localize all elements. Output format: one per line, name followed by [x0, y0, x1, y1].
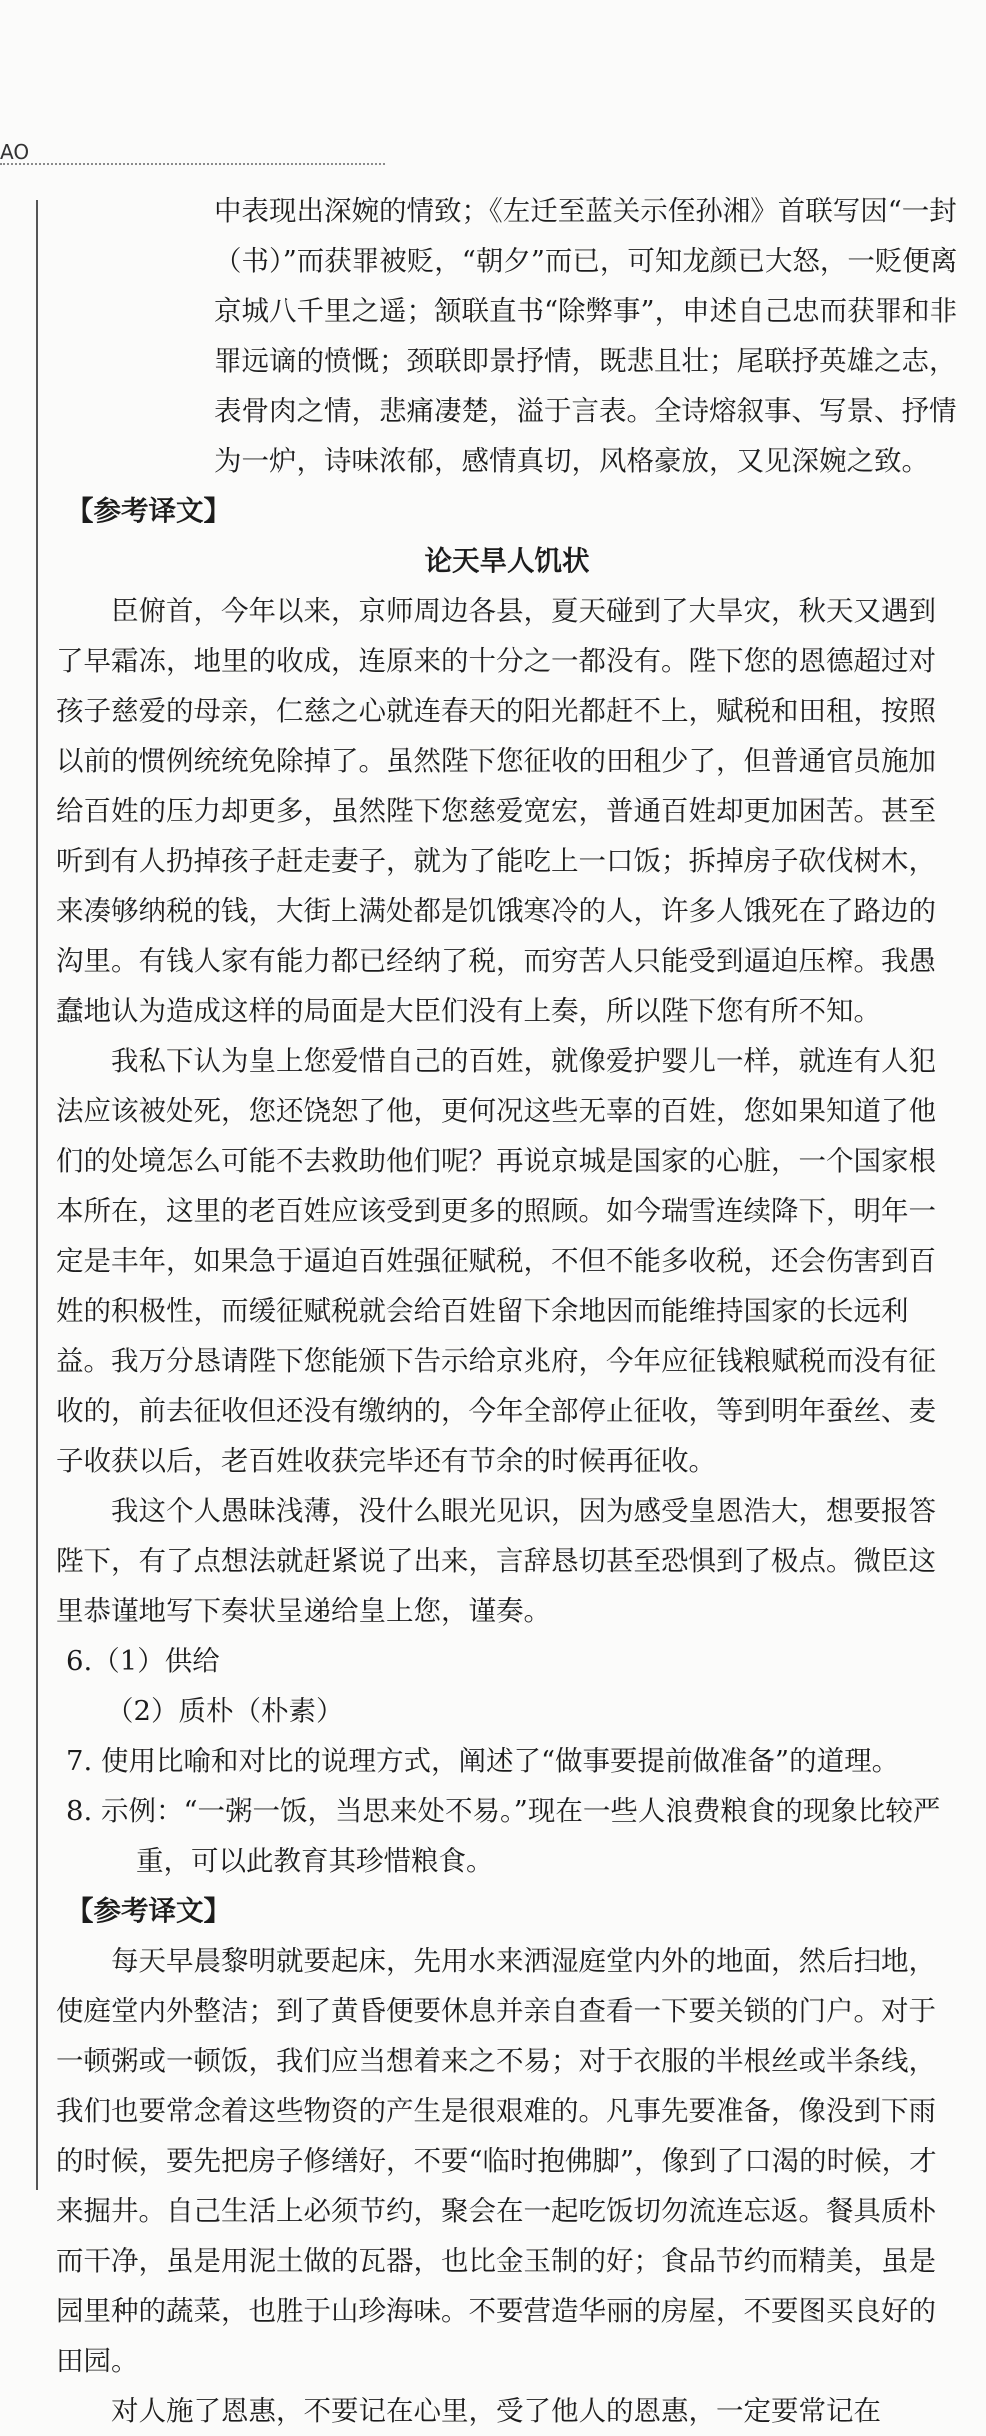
- left-margin-rule: [36, 200, 38, 2190]
- section-heading-translation-1: 【参考译文】: [66, 495, 231, 527]
- translation-paragraph: 每天早晨黎明就要起床，先用水来洒湿庭堂内外的地面，然后扫地，使庭堂内外整洁；到了黄昏便要休息并亲自查看一下要关锁的门户。对于一顿粥或一顿饭，我们应当想着来之不易；对于衣服的半根丝或半条线，我们也要常念着这些物资的产生是很艰难的。凡事先要准备，像没到下雨的时候，要先把房子修缮好，不要“临时抱佛脚”，像到了口渴的时候，才来掘井。自己生活上必须节约，聚会在一起吃饭切勿流连忘返。餐具质朴而干净，虽是用泥土做的瓦器，也比金玉制的好；食品节约而精美，虽是园里种的蔬菜，也胜于山珍海味。不要营造华丽的房屋，不要图买良好的田园。: [56, 1945, 937, 2377]
- header-dotted-rule: [0, 163, 385, 165]
- answer-7: 7. 使用比喻和对比的说理方式，阐述了“做事要提前做准备”的道理。: [66, 1745, 900, 1777]
- analysis-tail: 中表现出深婉的情致；《左迁至蓝关示侄孙湘》首联写因“一封（书）”而获罪被贬，“朝夕”而已，可知龙颜已大怒，一贬便离京城八千里之遥；颔联直书“除弊事”，申述自己忠而获罪和非罪远谪的愤慨；颈联即景抒情，既悲且壮；尾联抒英雄之志，表骨肉之情，悲痛凄楚，溢于言表。全诗熔叙事、写景、抒情为一炉，诗味浓郁，感情真切，风格豪放，又见深婉之致。: [214, 195, 958, 477]
- translation-paragraph: 我私下认为皇上您爱惜自己的百姓，就像爱护婴儿一样，就连有人犯法应该被处死，您还饶恕了他，更何况这些无辜的百姓，您如果知道了他们的处境怎么可能不去救助他们呢？再说京城是国家的心脏，一个国家根本所在，这里的老百姓应该受到更多的照顾。如今瑞雪连续降下，明年一定是丰年，如果急于逼迫百姓强征赋税，不但不能多收税，还会伤害到百姓的积极性，而缓征赋税就会给百姓留下余地因而能维持国家的长远利益。我万分恳请陛下您能颁下告示给京兆府，今年应征钱粮赋税而没有征收的，前去征收但还没有缴纳的，今年全部停止征收，等到明年蚕丝、麦子收获以后，老百姓收获完毕还有节余的时候再征收。: [56, 1045, 936, 1477]
- page-content: [56, 186, 958, 2436]
- translation-paragraph: 臣俯首，今年以来，京师周边各县，夏天碰到了大旱灾，秋天又遇到了早霜冻，地里的收成，连原来的十分之一都没有。陛下您的恩德超过对孩子慈爱的母亲，仁慈之心就连春天的阳光都赶不上，赋税和田租，按照以前的惯例统统免除掉了。虽然陛下您征收的田租少了，但普通官员施加给百姓的压力却更多，虽然陛下您慈爱宽宏，普通百姓却更加困苦。甚至听到有人扔掉孩子赶走妻子，就为了能吃上一口饭；拆掉房子砍伐树木，来凑够纳税的钱，大街上满处都是饥饿寒冷的人，许多人饿死在了路边的沟里。有钱人家有能力都已经纳了税，而穷苦人只能受到逼迫压榨。我愚蠢地认为造成这样的局面是大臣们没有上奏，所以陛下您有所不知。: [56, 595, 936, 1027]
- answer-6-1: 6.（1）供给: [66, 1645, 220, 1677]
- translation-paragraph: 我这个人愚昧浅薄，没什么眼光见识，因为感受皇恩浩大，想要报答陛下，有了点想法就赶紧说了出来，言辞恳切甚至恐惧到了极点。微臣这里恭谨地写下奏状呈递给皇上您，谨奏。: [56, 1495, 936, 1627]
- answer-6-2: （2）质朴（朴素）: [106, 1695, 344, 1727]
- essay-title: 论天旱人饥状: [424, 545, 590, 577]
- translation-paragraph-last: 对人施了恩惠，不要记在心里，受了他人的恩惠，一定要常记在: [111, 2395, 881, 2427]
- header-mark: AO: [0, 140, 30, 164]
- section-heading-translation-2: 【参考译文】: [66, 1895, 231, 1927]
- answer-8: 8. 示例：“一粥一饭，当思来处不易。”现在一些人浪费粮食的现象比较严重，可以此教育其珍惜粮食。: [66, 1795, 941, 1877]
